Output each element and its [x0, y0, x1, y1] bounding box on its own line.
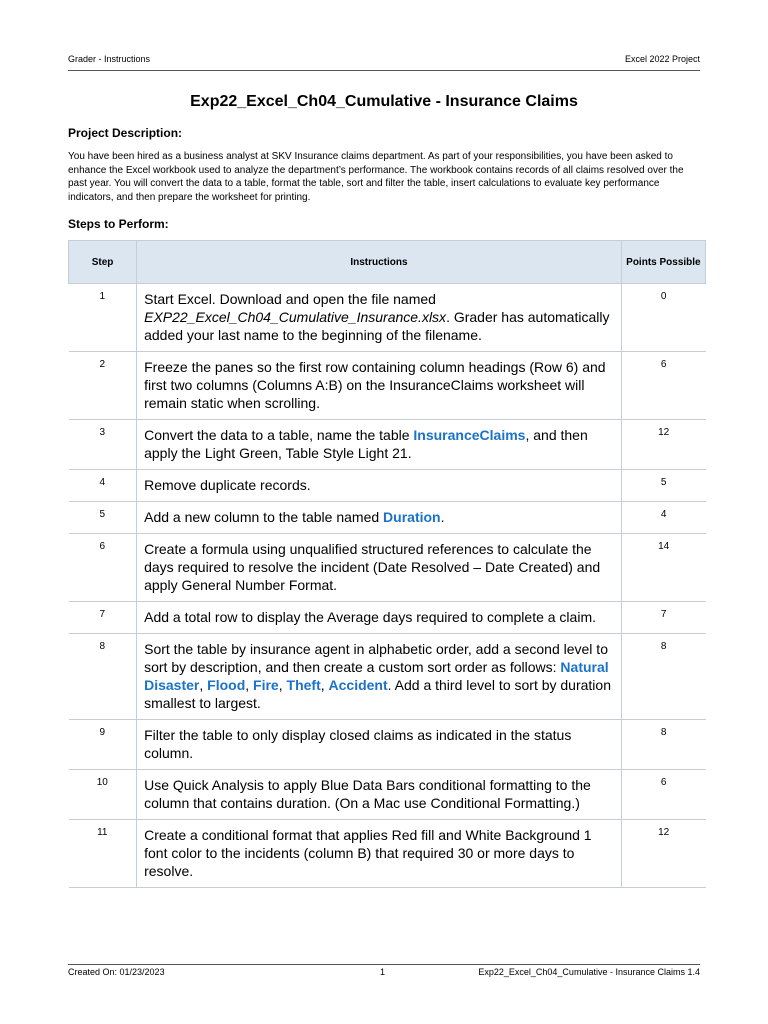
- highlighted-term: Duration: [383, 509, 441, 525]
- step-points: 7: [621, 602, 705, 634]
- instruction-text: Sort the table by insurance agent in alphabetic order, add a second level to sort by description, and then create a custom sort order as follows:: [144, 641, 608, 675]
- instruction-text: Start Excel. Download and open the file named: [144, 291, 436, 307]
- highlighted-term: Accident: [328, 677, 388, 693]
- header-left-text: Grader - Instructions: [68, 54, 151, 64]
- table-row: [69, 720, 706, 770]
- project-description-label: Project Description:: [68, 126, 183, 140]
- highlighted-term: Natural Disaster: [144, 659, 609, 693]
- table-row: [69, 820, 706, 888]
- instruction-text: ,: [199, 677, 208, 693]
- highlighted-term: InsuranceClaims: [413, 427, 526, 443]
- footer-created-on: Created On: 01/23/2023: [68, 967, 165, 977]
- header-right-text: Excel 2022 Project: [624, 54, 700, 64]
- header-step: Step: [69, 241, 137, 284]
- table-row: [69, 770, 706, 820]
- table-row: [69, 352, 706, 420]
- step-instruction: [137, 602, 622, 634]
- step-number: 7: [69, 602, 137, 634]
- step-instruction: [137, 720, 622, 770]
- step-number: 11: [69, 820, 137, 888]
- table-row: [69, 502, 706, 534]
- table-row: [69, 634, 706, 720]
- step-points: 8: [621, 634, 705, 720]
- step-points: 12: [621, 420, 705, 470]
- step-instruction: [137, 284, 622, 352]
- step-points: 8: [621, 720, 705, 770]
- instruction-text: ,: [278, 677, 287, 693]
- step-number: 9: [69, 720, 137, 770]
- page-header: [68, 54, 700, 71]
- step-instruction: [137, 534, 622, 602]
- footer-document-title: Exp22_Excel_Ch04_Cumulative - Insurance Claims 1.4: [478, 967, 700, 977]
- step-points: 6: [621, 352, 705, 420]
- instruction-text: Use Quick Analysis to apply Blue Data Bars conditional formatting to the column that contains duration. (On a Mac use Conditional Formatting.): [144, 777, 591, 811]
- instruction-text: , and then apply the Light Green, Table Style Light 21.: [144, 427, 588, 461]
- steps-table-body: [69, 284, 706, 888]
- footer-page-number: 1: [380, 967, 386, 977]
- step-number: 6: [69, 534, 137, 602]
- instruction-text: ,: [245, 677, 254, 693]
- page-title: Exp22_Excel_Ch04_Cumulative - Insurance Claims: [190, 93, 578, 110]
- table-header-row: [69, 241, 706, 284]
- step-number: 3: [69, 420, 137, 470]
- step-instruction: [137, 502, 622, 534]
- project-description-text: You have been hired as a business analyst at SKV Insurance claims department. As part of your responsibilities, you have been asked to enhance the Excel workbook used to analyze the department’s performance. The workbook contains records of all claims resolved over the past year. You will convert the data to a table, format the table, sort and filter the table, insert calculations to evaluate key performance indicators, and then prepare the worksheet for printing.: [68, 151, 684, 203]
- step-instruction: [137, 420, 622, 470]
- step-points: 0: [621, 284, 705, 352]
- step-points: 14: [621, 534, 705, 602]
- step-instruction: [137, 470, 622, 502]
- instruction-text: Remove duplicate records.: [144, 477, 311, 493]
- instruction-text: Freeze the panes so the first row containing column headings (Row 6) and first two columns (Columns A:B) on the InsuranceClaims worksheet will remain static when scrolling.: [144, 359, 606, 411]
- step-instruction: [137, 352, 622, 420]
- table-row: [69, 534, 706, 602]
- step-points: 12: [621, 820, 705, 888]
- instruction-text: Filter the table to only display closed claims as indicated in the status column.: [144, 727, 572, 761]
- highlighted-term: Flood: [207, 677, 246, 693]
- step-instruction: [137, 770, 622, 820]
- step-points: 5: [621, 470, 705, 502]
- step-number: 2: [69, 352, 137, 420]
- step-points: 4: [621, 502, 705, 534]
- table-row: [69, 284, 706, 352]
- step-number: 4: [69, 470, 137, 502]
- instruction-text: ,: [320, 677, 329, 693]
- instruction-text: EXP22_Excel_Ch04_Cumulative_Insurance.xlsx: [144, 309, 447, 325]
- step-instruction: [137, 820, 622, 888]
- step-number: 8: [69, 634, 137, 720]
- instruction-text: Add a new column to the table named: [144, 509, 384, 525]
- highlighted-term: Theft: [286, 677, 321, 693]
- table-row: [69, 602, 706, 634]
- step-points: 6: [621, 770, 705, 820]
- instruction-text: .: [440, 509, 445, 525]
- step-number: 1: [69, 284, 137, 352]
- instruction-text: . Add a third level to sort by duration smallest to largest.: [144, 677, 611, 711]
- step-number: 5: [69, 502, 137, 534]
- page-footer: [68, 964, 700, 981]
- highlighted-term: Fire: [253, 677, 279, 693]
- instruction-text: Create a conditional format that applies Red fill and White Background 1 font color to the incidents (column B) that required 30 or more days to resolve.: [144, 827, 592, 879]
- step-number: 10: [69, 770, 137, 820]
- instruction-text: Convert the data to a table, name the table: [144, 427, 414, 443]
- table-row: [69, 470, 706, 502]
- header-points: Points Possible: [621, 241, 705, 284]
- header-instructions: Instructions: [137, 241, 622, 284]
- instruction-text: . Grader has automatically added your last name to the beginning of the filename.: [144, 309, 610, 343]
- steps-label: Steps to Perform:: [68, 217, 169, 231]
- step-instruction: [137, 634, 622, 720]
- instruction-text: Add a total row to display the Average days required to complete a claim.: [144, 609, 596, 625]
- table-row: [69, 420, 706, 470]
- instruction-text: Create a formula using unqualified structured references to calculate the days required to resolve the incident (Date Resolved – Date Created) and apply General Number Format.: [144, 541, 601, 593]
- steps-table: [68, 240, 706, 888]
